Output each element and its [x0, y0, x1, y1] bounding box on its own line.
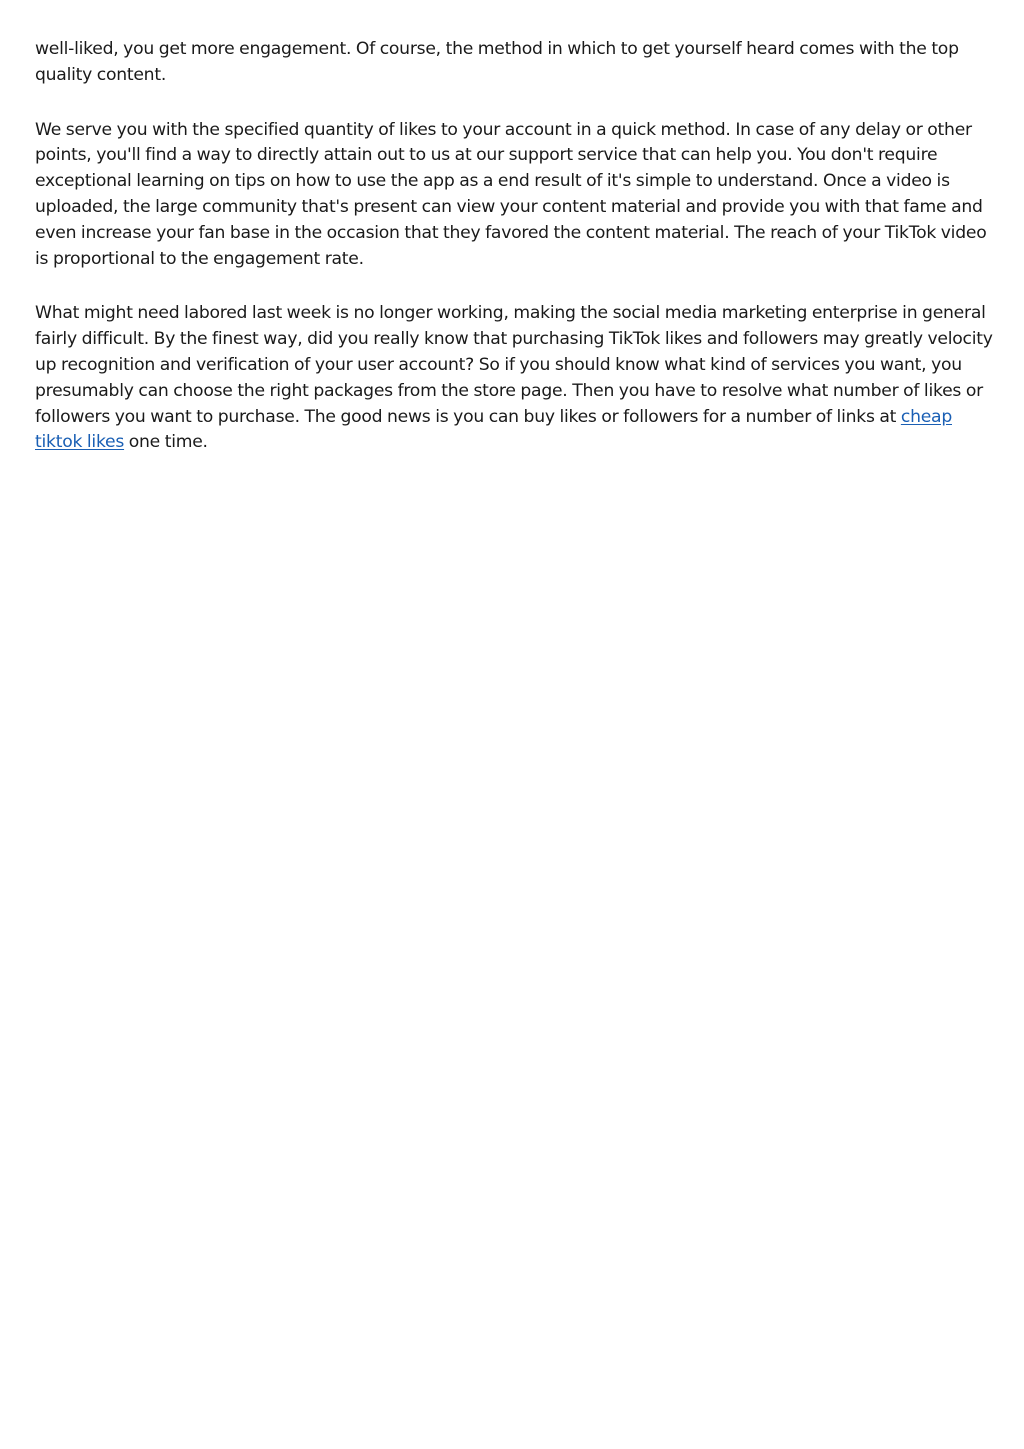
paragraph-2: We serve you with the specified quantity of likes to your account in a quick method. In case of any delay or other points, you'll find a way to directly attain out to us at our support service that can help you. You don't require exceptional learning on tips on how to use the app as a end result of it's simple to understand. Once a video is uploaded, the large community that's present can view your content material and provide you with that fame and even increase your fan base in the occasion that they favored the content material. The reach of your TikTok video is proportional to the engagement rate. — [35, 119, 987, 269]
paragraph-3 — [35, 301, 995, 456]
paragraph-3-text-after-link: one time. — [124, 432, 208, 453]
cheap-tiktok-likes-link[interactable]: cheap tiktok likes — [35, 406, 952, 453]
document-body — [35, 37, 995, 485]
paragraph-3-text: What might need labored last week is no longer working, making the social media marketing enterprise in general fairly difficult. By the finest way, did you really know that purchasing TikTok likes and followers may greatly velocity up recognition and verification of your user account? So if you should know what kind of services you want, you presumably can choose the right packages from the store page. Then you have to resolve what number of likes or followers you want to purchase. The good news is you can buy likes or followers for a number of links at — [35, 303, 993, 427]
paragraph-1: well-liked, you get more engagement. Of course, the method in which to get yourself heard comes with the top quality content. — [35, 39, 959, 85]
